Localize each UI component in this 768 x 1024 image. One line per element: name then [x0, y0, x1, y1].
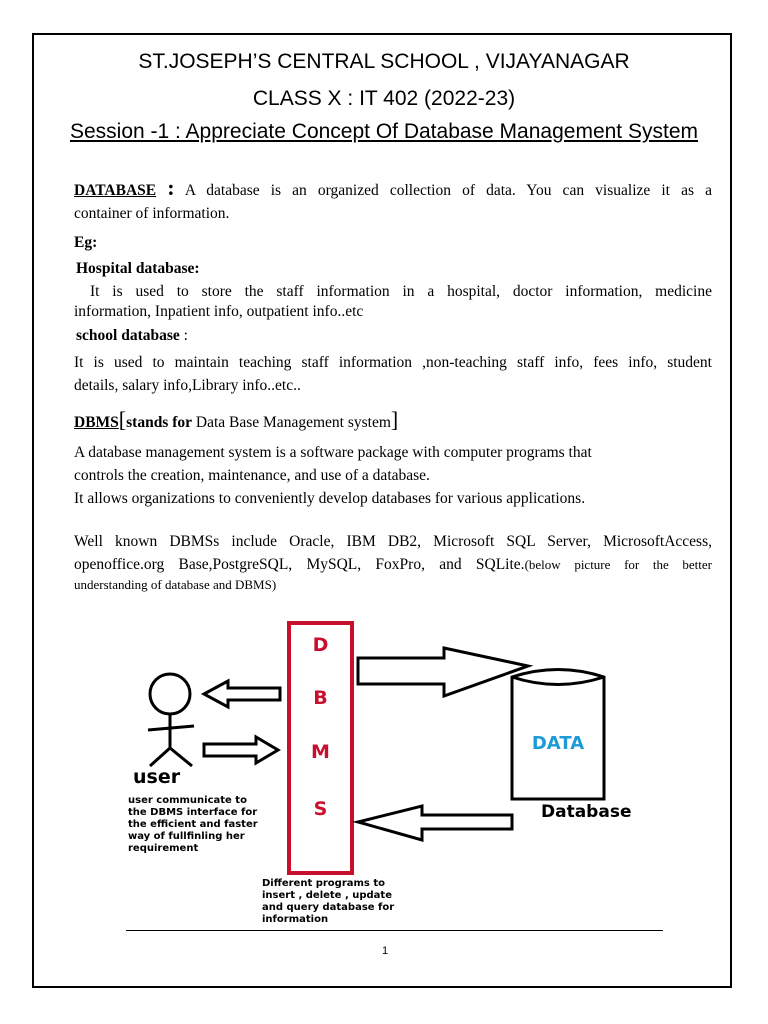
dbms-close-bracket: ]: [390, 407, 399, 432]
user-note-line: requirement: [128, 843, 199, 854]
user-note-line: the efficient and faster: [128, 819, 258, 830]
database-label: Database: [541, 802, 632, 822]
dbms-line2: controls the creation, maintenance, and use of a database.: [74, 467, 430, 484]
known-dbms-line2-main: openoffice.org Base,PostgreSQL, MySQL, FoxPro, and SQLite.: [74, 556, 525, 573]
school-line2: details, salary info,Library info..etc..: [74, 377, 301, 394]
known-dbms-line1: Well known DBMSs include Oracle, IBM DB2, Microsoft SQL Server, MicrosoftAccess,: [74, 533, 712, 550]
user-note-line: user communicate to: [128, 795, 247, 806]
dbms-open-bracket: [: [118, 407, 127, 432]
hospital-line2: information, Inpatient info, outpatient info..etc: [74, 303, 364, 320]
data-label: DATA: [531, 733, 585, 754]
user-note-line: way of fullfinling her: [128, 831, 245, 842]
dbms-line1: A database management system is a software package with computer programs that: [74, 444, 592, 461]
database-definition-text: A database is an organized collection of data. You can visualize it as a: [184, 182, 712, 199]
arrow-database-to-dbms: [358, 806, 512, 840]
hospital-heading: Hospital database:: [76, 260, 200, 277]
class-line: CLASS X : IT 402 (2022-23): [252, 87, 516, 110]
dbms-stands-for: stands for: [126, 414, 193, 431]
dbms-letter-b: B: [313, 687, 328, 709]
database-colon: :: [167, 175, 175, 200]
arrow-dbms-to-database: [358, 648, 528, 696]
programs-note-line: and query database for: [262, 902, 395, 913]
known-dbms-line3: understanding of database and DBMS): [74, 577, 277, 592]
dbms-letter-s: S: [313, 798, 328, 820]
dbms-letter-d: D: [312, 634, 329, 656]
programs-note-line: Different programs to: [262, 878, 386, 889]
school-name: ST.JOSEPH’S CENTRAL SCHOOL , VIJAYANAGAR: [138, 50, 630, 73]
dbms-letter-m: M: [311, 741, 330, 763]
session-title: Session -1 : Appreciate Concept Of Database Management System: [69, 120, 698, 143]
programs-note-line: insert , delete , update: [262, 890, 392, 901]
arrow-user-to-dbms: [204, 737, 278, 763]
hospital-line1: It is used to store the staff information in a hospital, doctor information, medicine: [90, 283, 712, 300]
user-stick-figure: [148, 674, 194, 766]
dbms-term: DBMS: [74, 414, 119, 431]
database-term: DATABASE: [74, 182, 157, 199]
school-line1: It is used to maintain teaching staff information ,non-teaching staff info, fees info, student: [74, 354, 712, 371]
known-dbms-line2-note: (below picture for the better: [524, 557, 713, 572]
user-note-line: the DBMS interface for: [128, 807, 258, 818]
arrow-dbms-to-user: [204, 681, 280, 707]
user-label: user: [133, 766, 181, 788]
school-heading-colon: :: [179, 327, 188, 344]
programs-note-line: information: [262, 914, 329, 925]
user-note: [128, 795, 258, 855]
database-definition-line2: container of information.: [74, 205, 230, 222]
school-heading-text: school database: [76, 327, 180, 344]
eg-label: Eg:: [74, 234, 98, 251]
dbms-expansion: Data Base Management system: [192, 414, 391, 431]
programs-note: [262, 878, 394, 926]
dbms-line3: It allows organizations to conveniently develop databases for various applications.: [74, 490, 586, 507]
footer-divider: [126, 930, 663, 931]
page-number: 1: [381, 945, 389, 957]
